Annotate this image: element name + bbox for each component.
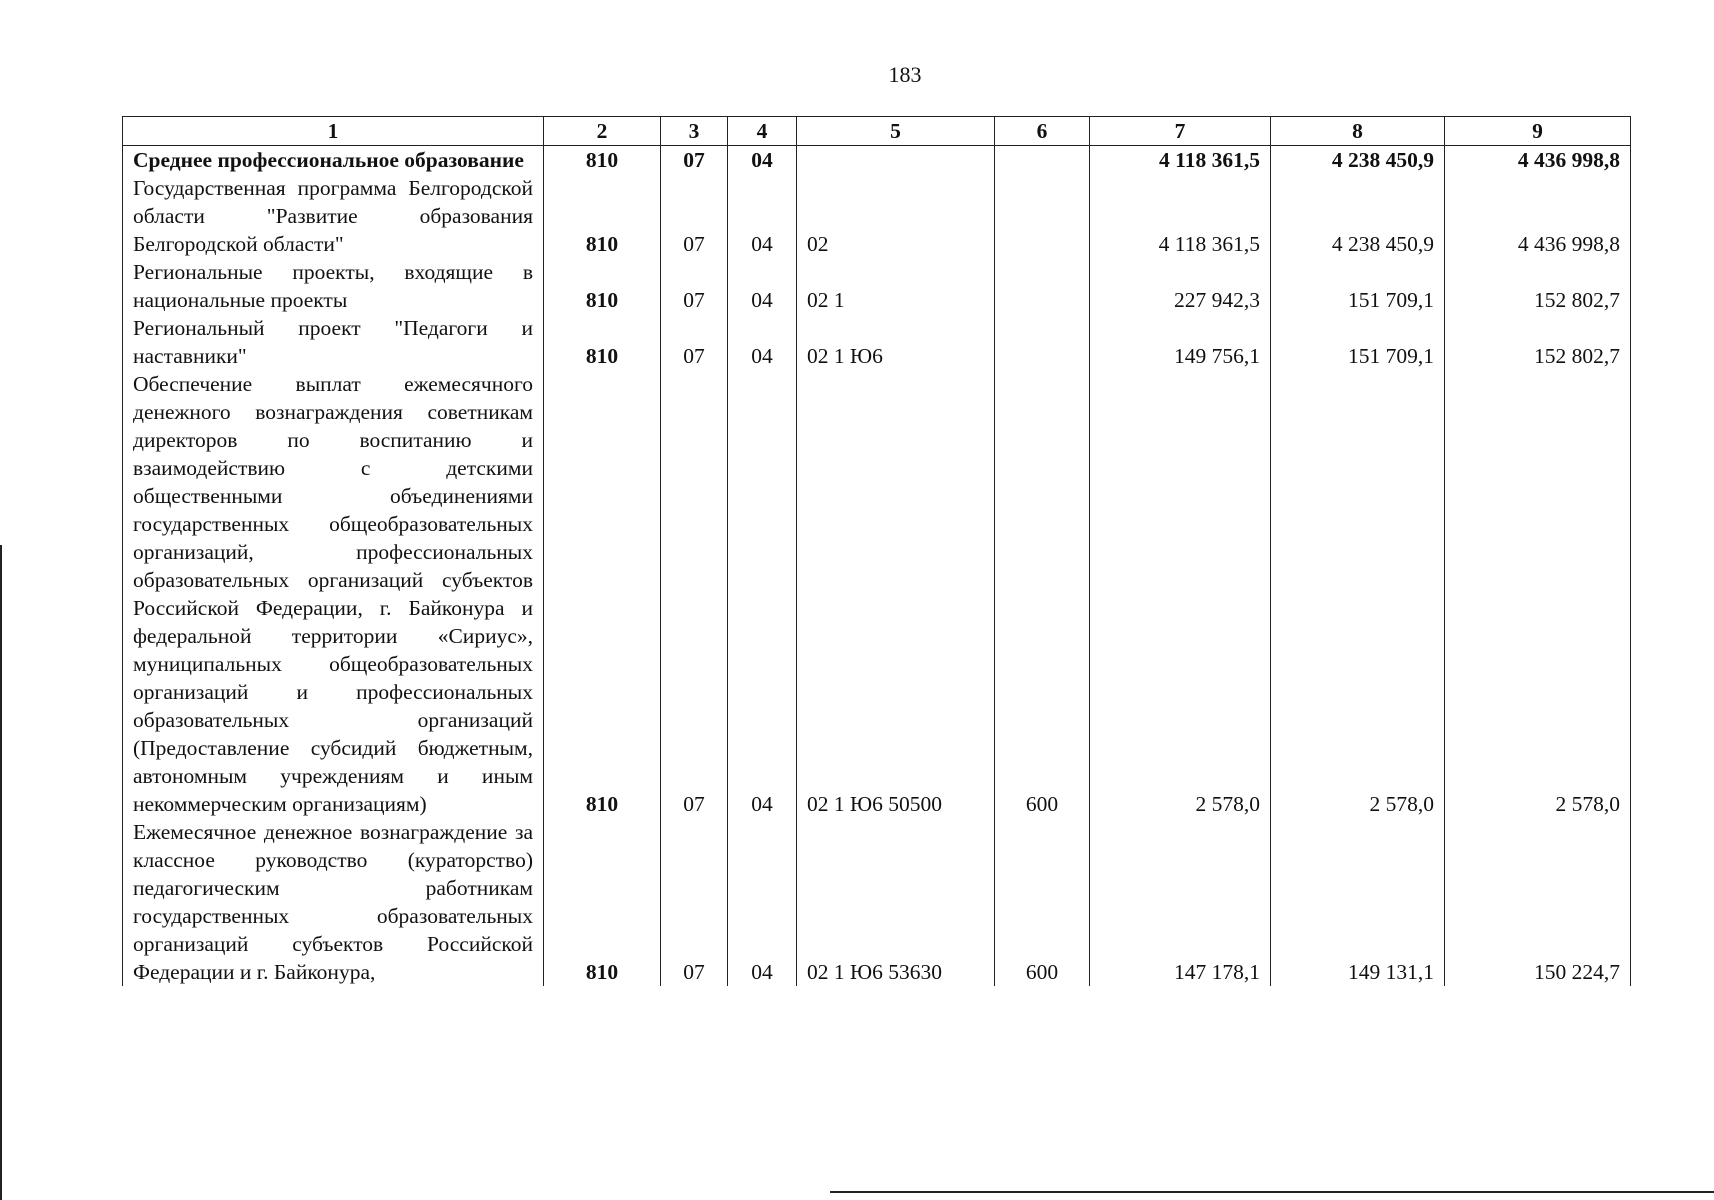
row-amount-col9: 152 802,7 bbox=[1445, 258, 1631, 314]
row-name: Региональный проект "Педагоги и наставники" bbox=[123, 314, 544, 370]
row-amount-col8: 149 131,1 bbox=[1271, 818, 1445, 986]
row-code-ministry: 810 bbox=[544, 370, 661, 818]
row-code-section: 07 bbox=[661, 146, 728, 175]
table-row bbox=[123, 818, 1631, 986]
row-name: Ежемесячное денежное вознаграждение за классное руководство (кураторство) педагогическим работникам государственных образовательных организаций субъектов Российской Федерации и г. Байконура, bbox=[123, 818, 544, 986]
row-name: Государственная программа Белгородской области "Развитие образования Белгородской области" bbox=[123, 174, 544, 258]
row-code-ministry: 810 bbox=[544, 258, 661, 314]
header-col-9: 9 bbox=[1445, 117, 1631, 146]
row-code-subsection: 04 bbox=[728, 258, 797, 314]
row-amount-col9: 150 224,7 bbox=[1445, 818, 1631, 986]
row-amount-col7: 2 578,0 bbox=[1090, 370, 1271, 818]
table-header-row bbox=[123, 117, 1631, 146]
row-target-article bbox=[797, 146, 995, 175]
row-target-article: 02 1 Ю6 53630 bbox=[797, 818, 995, 986]
row-expense-type: 600 bbox=[995, 818, 1090, 986]
table-row bbox=[123, 174, 1631, 258]
row-code-subsection: 04 bbox=[728, 146, 797, 175]
header-col-7: 7 bbox=[1090, 117, 1271, 146]
row-amount-col9: 152 802,7 bbox=[1445, 314, 1631, 370]
row-amount-col7: 4 118 361,5 bbox=[1090, 174, 1271, 258]
row-code-section: 07 bbox=[661, 314, 728, 370]
row-code-ministry: 810 bbox=[544, 146, 661, 175]
row-expense-type bbox=[995, 146, 1090, 175]
page-bottom-rule bbox=[830, 1191, 1714, 1193]
table-row bbox=[123, 258, 1631, 314]
row-name: Среднее профессиональное образование bbox=[123, 146, 544, 175]
row-target-article: 02 1 bbox=[797, 258, 995, 314]
row-amount-col7: 4 118 361,5 bbox=[1090, 146, 1271, 175]
row-code-section: 07 bbox=[661, 258, 728, 314]
header-col-5: 5 bbox=[797, 117, 995, 146]
row-code-subsection: 04 bbox=[728, 174, 797, 258]
row-code-subsection: 04 bbox=[728, 370, 797, 818]
scan-left-edge-line bbox=[0, 545, 2, 1200]
header-col-2: 2 bbox=[544, 117, 661, 146]
header-col-3: 3 bbox=[661, 117, 728, 146]
row-amount-col9: 2 578,0 bbox=[1445, 370, 1631, 818]
row-expense-type: 600 bbox=[995, 370, 1090, 818]
row-amount-col9: 4 436 998,8 bbox=[1445, 146, 1631, 175]
row-amount-col8: 151 709,1 bbox=[1271, 314, 1445, 370]
budget-table bbox=[122, 116, 1631, 986]
table-row bbox=[123, 314, 1631, 370]
row-expense-type bbox=[995, 258, 1090, 314]
row-target-article: 02 1 Ю6 50500 bbox=[797, 370, 995, 818]
row-amount-col8: 151 709,1 bbox=[1271, 258, 1445, 314]
row-code-subsection: 04 bbox=[728, 818, 797, 986]
row-name: Региональные проекты, входящие в национальные проекты bbox=[123, 258, 544, 314]
row-amount-col8: 4 238 450,9 bbox=[1271, 174, 1445, 258]
table-row bbox=[123, 146, 1631, 175]
row-expense-type bbox=[995, 174, 1090, 258]
row-code-ministry: 810 bbox=[544, 174, 661, 258]
header-col-8: 8 bbox=[1271, 117, 1445, 146]
row-code-section: 07 bbox=[661, 174, 728, 258]
row-target-article: 02 1 Ю6 bbox=[797, 314, 995, 370]
header-col-6: 6 bbox=[995, 117, 1090, 146]
page-number: 183 bbox=[888, 62, 922, 87]
row-amount-col9: 4 436 998,8 bbox=[1445, 174, 1631, 258]
row-expense-type bbox=[995, 314, 1090, 370]
row-target-article: 02 bbox=[797, 174, 995, 258]
row-name: Обеспечение выплат ежемесячного денежного вознаграждения советникам директоров по воспитанию и взаимодействию с детскими общественными объединениями государственных общеобразовательных организаций, профессиональных образовательных организаций субъектов Российской Федерации, г. Байконура и федеральной территории «Сириус», муниципальных общеобразовательных организаций и профессиональных образовательных организаций (Предоставление субсидий бюджетным, автономным учреждениям и иным некоммерческим организациям) bbox=[123, 370, 544, 818]
header-col-1: 1 bbox=[123, 117, 544, 146]
row-amount-col8: 2 578,0 bbox=[1271, 370, 1445, 818]
row-code-section: 07 bbox=[661, 370, 728, 818]
row-code-section: 07 bbox=[661, 818, 728, 986]
row-code-ministry: 810 bbox=[544, 314, 661, 370]
row-amount-col7: 149 756,1 bbox=[1090, 314, 1271, 370]
row-amount-col8: 4 238 450,9 bbox=[1271, 146, 1445, 175]
table-row bbox=[123, 370, 1631, 818]
row-code-subsection: 04 bbox=[728, 314, 797, 370]
row-code-ministry: 810 bbox=[544, 818, 661, 986]
row-amount-col7: 147 178,1 bbox=[1090, 818, 1271, 986]
header-col-4: 4 bbox=[728, 117, 797, 146]
row-amount-col7: 227 942,3 bbox=[1090, 258, 1271, 314]
